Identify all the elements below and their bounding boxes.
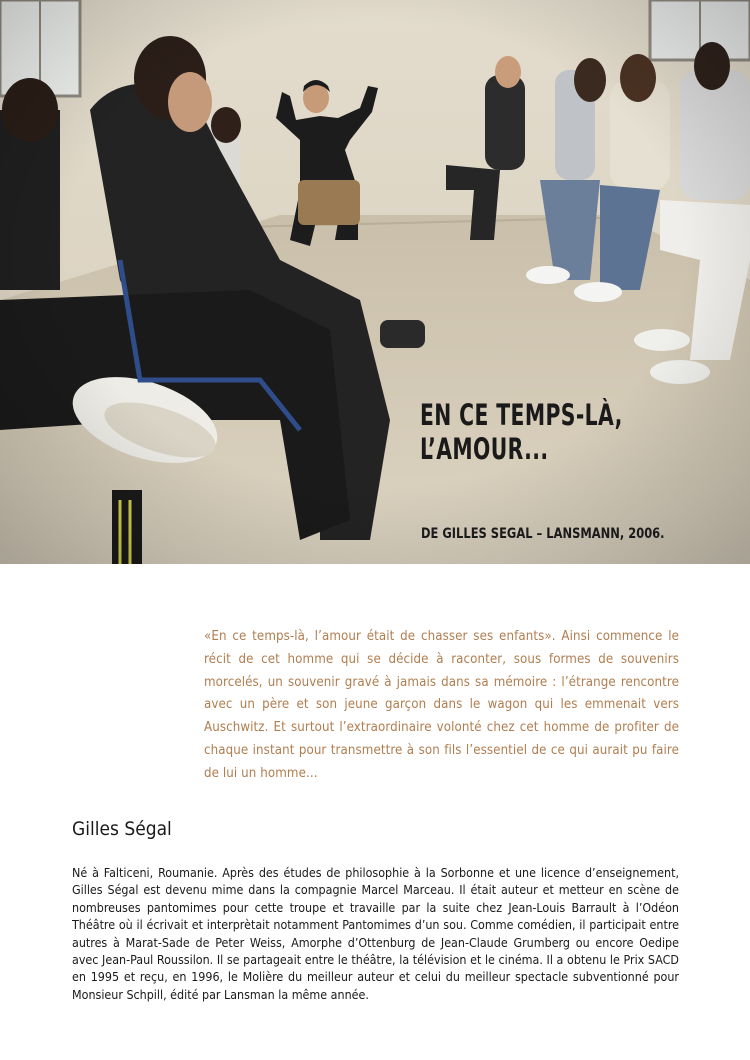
author-name-heading: Gilles Ségal xyxy=(72,818,172,840)
play-credit: DE GILLES SEGAL – LANSMANN, 2006. xyxy=(421,526,665,542)
author-biography: Né à Falticeni, Roumanie. Après des études de philosophie à la Sorbonne et une licence d’enseignement, Gilles Ségal est devenu mime dans la compagnie Marcel Marceau. Il était auteur et metteur en scène de nombreuses pantomimes pour cette troupe et travaille par la suite chez Jean-Louis Barrault à l’Odéon Théâtre où il écrivait et interprètait notamment Pantomimes d’un sou. Comme comédien, il participait entre autres à Marat-Sade de Peter Weiss, Amorphe d’Ottenburg de Jean-Claude Grumberg ou encore Oedipe avec Jean-Paul Roussilon. Il se partageait entre le théâtre, la télévision et le cinéma. Il a obtenu le Prix SACD en 1995 et reçu, en 1996, le Molière du meilleur auteur et celui du meilleur spectacle subventionné pour Monsieur Schpill, édité par Lansman la même année. xyxy=(72,865,679,1002)
play-title: EN CE TEMPS-LÀ, L’AMOUR... xyxy=(420,398,623,466)
play-summary: «En ce temps-là, l’amour était de chasser ses enfants». Ainsi commence le récit de cet homme qui se décide à raconter, sous formes de souvenirs morcelés, un souvenir gravé à jamais dans sa mémoire : l’étrange rencontre avec un père et son jeune garçon dans le wagon qui les emmenait vers Auschwitz. Et surtout l’extraordinaire volonté chez cet homme de profiter de chaque instant pour transmettre à son fils l’essentiel de ce qui aurait pu faire de lui un homme... xyxy=(204,629,679,781)
